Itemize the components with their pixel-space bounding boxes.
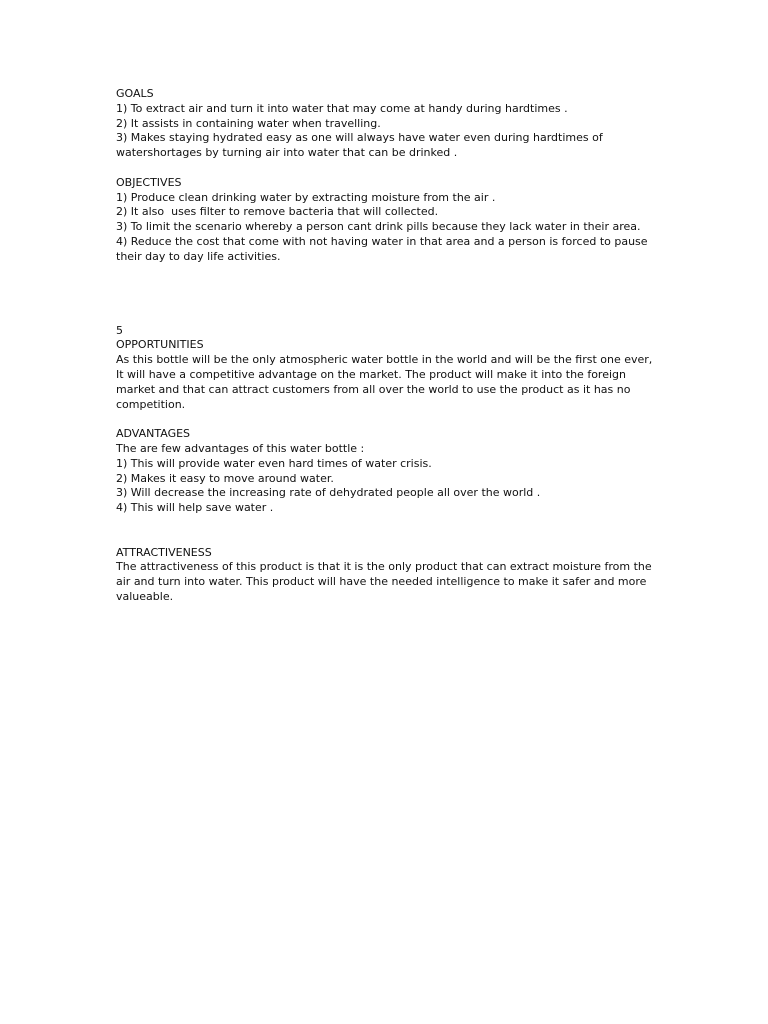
advantages-item-3: 3) Will decrease the increasing rate of dehydrated people all over the world . bbox=[116, 486, 541, 500]
goals-item-2: 2) It assists in containing water when travelling. bbox=[116, 116, 381, 130]
attractiveness-heading: ATTRACTIVENESS bbox=[116, 545, 212, 559]
objectives-heading: OBJECTIVES bbox=[116, 175, 182, 189]
advantages-section bbox=[116, 427, 656, 516]
opportunities-body: As this bottle will be the only atmospheric water bottle in the world and will be the first one ever, It will have a competitive advantage on the market. The product will make it into the foreign market and that can attract customers from all over the world to use the product as it has no competition. bbox=[116, 353, 656, 411]
advantages-heading: ADVANTAGES bbox=[116, 427, 191, 441]
advantages-intro: The are few advantages of this water bottle : bbox=[116, 441, 365, 455]
spacer bbox=[116, 412, 656, 427]
spacer bbox=[116, 265, 656, 324]
page-number: 5 bbox=[116, 323, 123, 337]
objectives-item-2: 2) It also uses filter to remove bacteria that will collected. bbox=[116, 205, 439, 219]
advantages-item-1: 1) This will provide water even hard times of water crisis. bbox=[116, 456, 432, 470]
objectives-item-4: 4) Reduce the cost that come with not having water in that area and a person is forced to pause their day to day life activities. bbox=[116, 234, 652, 263]
goals-heading: GOALS bbox=[116, 87, 154, 100]
spacer bbox=[116, 516, 656, 546]
objectives-item-3: 3) To limit the scenario whereby a person cant drink pills because they lack water in their area. bbox=[116, 220, 641, 234]
goals-section bbox=[116, 87, 656, 161]
goals-item-3: 3) Makes staying hydrated easy as one will always have water even during hardtimes of watershortages by turning air into water that can be drinked . bbox=[116, 131, 607, 160]
opportunities-heading: OPPORTUNITIES bbox=[116, 338, 204, 352]
opportunities-section bbox=[116, 338, 656, 412]
advantages-item-4: 4) This will help save water . bbox=[116, 501, 274, 515]
goals-item-1: 1) To extract air and turn it into water that may come at handy during hardtimes . bbox=[116, 101, 568, 115]
spacer bbox=[116, 161, 656, 176]
document-page bbox=[116, 87, 656, 605]
advantages-item-2: 2) Makes it easy to move around water. bbox=[116, 471, 334, 485]
objectives-section bbox=[116, 176, 656, 265]
objectives-item-1: 1) Produce clean drinking water by extracting moisture from the air . bbox=[116, 190, 496, 204]
attractiveness-body: The attractiveness of this product is that it is the only product that can extract moisture from the air and turn into water. This product will have the needed intelligence to make it safer and more valueable. bbox=[116, 560, 656, 603]
attractiveness-section bbox=[116, 546, 656, 605]
